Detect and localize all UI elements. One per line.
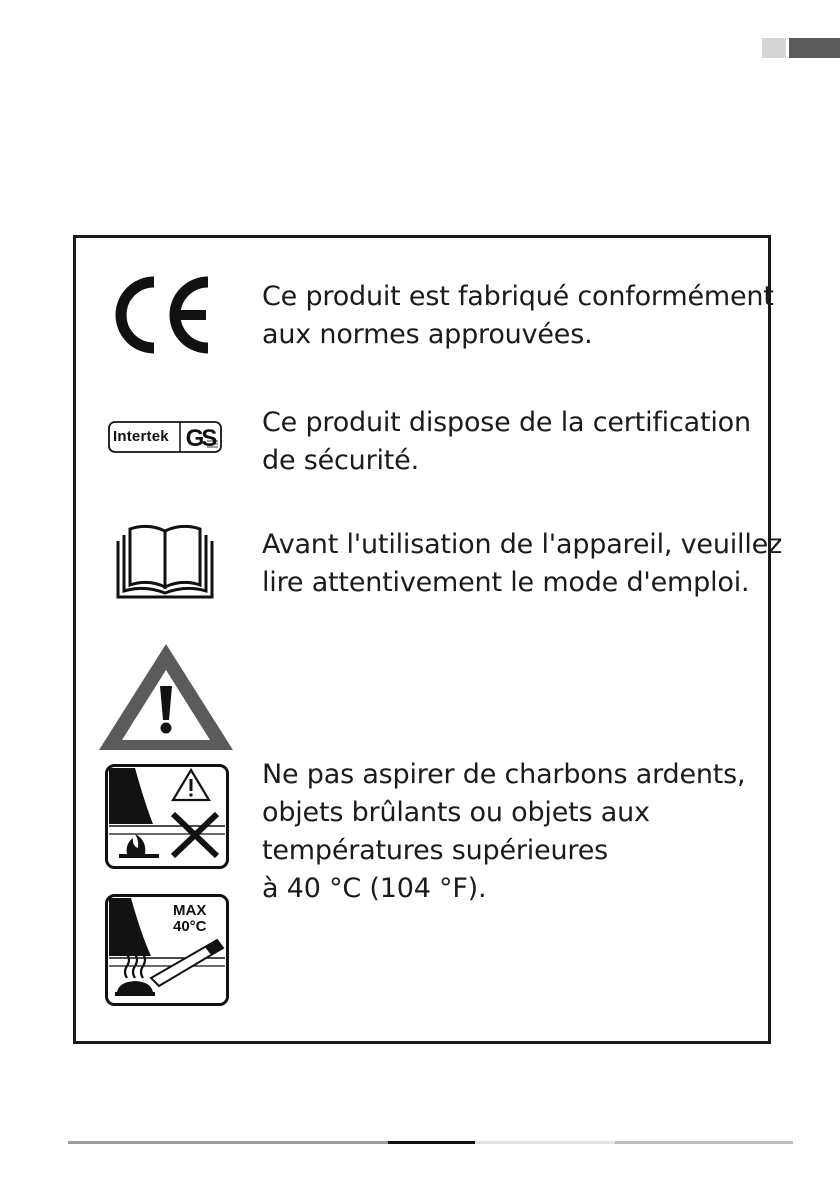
notice-line: de sécurité. [262,445,419,476]
ce-mark-icon [108,274,218,356]
footer-rule-light [475,1141,615,1144]
manual-book-icon [110,523,220,601]
manual-notice-text [262,526,783,602]
ce-notice-text [262,278,774,354]
max-label: MAX [173,902,207,919]
max-temp-icon [105,894,229,1006]
notice-line: à 40 °C (104 °F). [262,873,487,904]
intertek-gs-icon [108,420,222,454]
safety-notice-box [73,235,783,1044]
notice-line: Ne pas aspirer de charbons ardents, [262,759,746,790]
footer-rule-right [615,1141,793,1144]
certification-notice-text [262,404,752,480]
intertek-logo-text: Intertek [113,428,169,445]
hot-ashes-notice-text [262,756,752,908]
notice-line: températures supérieures [262,835,609,866]
notice-line: aux normes approuvées. [262,319,593,350]
footer-rule-active [388,1141,475,1144]
footer-rule-left [68,1141,388,1144]
notice-line: Ce produit est fabriqué conformément [262,281,774,312]
notice-line: lire attentivement le mode d'emploi. [262,567,750,598]
temp-label: 40°C [173,918,207,935]
warning-triangle-icon [97,640,235,752]
page-tab-indicator-dark [789,38,840,58]
notice-line: objets brûlants ou objets aux [262,797,650,828]
notice-line: Ce produit dispose de la certification [262,407,751,438]
notice-line: Avant l'utilisation de l'appareil, veuillez [262,529,783,560]
page-tab-indicator-light [762,38,786,58]
svg-text:GS: GS [185,425,215,452]
no-hot-ashes-icon [105,764,229,869]
